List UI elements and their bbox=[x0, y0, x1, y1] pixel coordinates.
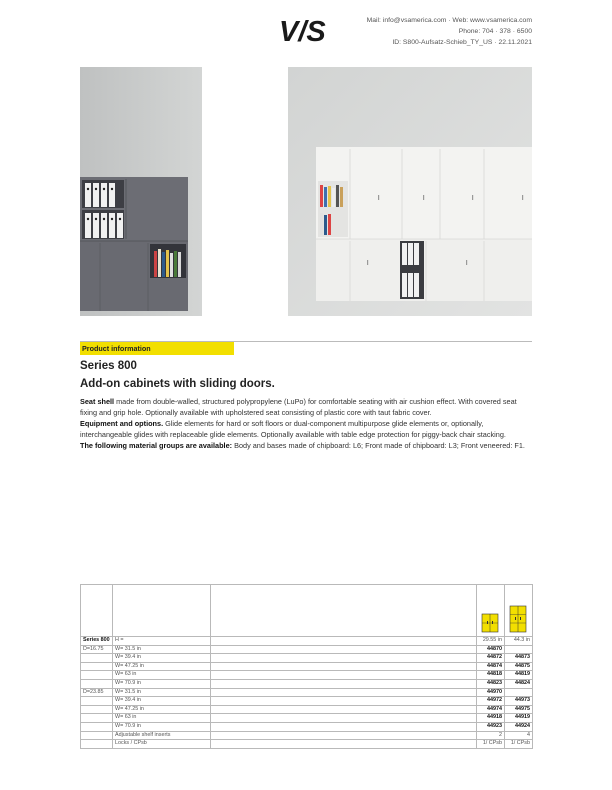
document-id: ID: S800-Aufsatz-Schieb_TY_US · 22.11.2021 bbox=[392, 39, 532, 47]
height-value: 29.55 in bbox=[477, 637, 505, 646]
width-cell: W= 31.5 in bbox=[113, 688, 211, 697]
grey-cabinet-illustration bbox=[80, 177, 188, 311]
article-number: 44870 bbox=[477, 645, 505, 654]
width-cell: W= 70.9 in bbox=[113, 679, 211, 688]
product-subtitle: Add-on cabinets with sliding doors. bbox=[80, 378, 275, 390]
extra-label: Locks / CPsb bbox=[113, 740, 211, 749]
table-row bbox=[81, 714, 533, 723]
contact-block bbox=[367, 15, 532, 49]
contact-mail: Mail: info@vsamerica.com · Web: www.vsamerica.com bbox=[366, 17, 532, 24]
table-row bbox=[81, 662, 533, 671]
article-number: 44919 bbox=[505, 714, 533, 723]
vs-logo bbox=[279, 14, 331, 46]
article-number: 44973 bbox=[505, 697, 533, 706]
article-number: 44873 bbox=[505, 654, 533, 663]
extra-label: Adjustable shelf inserts bbox=[113, 731, 211, 740]
article-number: 44970 bbox=[477, 688, 505, 697]
table-row bbox=[81, 654, 533, 663]
series-cell: Series 800 bbox=[81, 637, 113, 646]
article-number bbox=[505, 688, 533, 697]
paragraph-materials: The following material groups are available: Body and bases made of chipboard: L6; Front made of chipboard: L3; Front veneered: F1. bbox=[80, 441, 525, 451]
product-table bbox=[80, 584, 532, 749]
contact-phone: Phone: 704 · 378 · 6500 bbox=[458, 28, 532, 36]
product-photo bbox=[80, 67, 532, 316]
extra-value: 2 bbox=[477, 731, 505, 740]
article-number: 44875 bbox=[505, 662, 533, 671]
article-number: 44974 bbox=[477, 705, 505, 714]
svg-text:V/S: V/S bbox=[279, 16, 326, 46]
article-number: 44923 bbox=[477, 722, 505, 731]
table-row bbox=[81, 722, 533, 731]
article-number bbox=[505, 645, 533, 654]
table-header-row bbox=[81, 585, 533, 637]
width-cell: W= 31.5 in bbox=[113, 645, 211, 654]
article-number: 44975 bbox=[505, 705, 533, 714]
table-row bbox=[81, 637, 533, 646]
width-cell: W= 39.4 in bbox=[113, 697, 211, 706]
article-number: 44972 bbox=[477, 697, 505, 706]
width-cell: W= 63 in bbox=[113, 671, 211, 680]
width-cell: W= 39.4 in bbox=[113, 654, 211, 663]
table-row bbox=[81, 697, 533, 706]
table-row bbox=[81, 671, 533, 680]
extra-value: 1/ CPsb bbox=[505, 740, 533, 749]
table-row bbox=[81, 688, 533, 697]
extra-value: 4 bbox=[505, 731, 533, 740]
table-row bbox=[81, 740, 533, 749]
table-row bbox=[81, 705, 533, 714]
height-value: 44.3 in bbox=[505, 637, 533, 646]
article-number: 44819 bbox=[505, 671, 533, 680]
article-number: 44824 bbox=[505, 679, 533, 688]
width-cell: W= 70.9 in bbox=[113, 722, 211, 731]
paragraph-equipment: Equipment and options. Glide elements for hard or soft floors or dual-component multipurpose glide elements or, optionally, interchangeable glides with replaceable glide elements. Optionally available with table edge protection for piggy-back chair stacking. bbox=[80, 419, 506, 440]
article-number: 44872 bbox=[477, 654, 505, 663]
article-number: 44918 bbox=[477, 714, 505, 723]
width-cell: W= 47.25 in bbox=[113, 662, 211, 671]
article-number: 44874 bbox=[477, 662, 505, 671]
width-cell: W= 63 in bbox=[113, 714, 211, 723]
article-number: 44924 bbox=[505, 722, 533, 731]
cabinet-thumb-small bbox=[477, 585, 505, 637]
paragraph-seat-shell: Seat shell made from double-walled, structured polypropylene (LuPo) for comfortable seating with air cushion effect. With covered seat fixing and grip hole. Optionally available with upholstered seat consisting of plastic core with taut fabric cover. bbox=[80, 397, 517, 418]
cabinet-thumb-tall bbox=[505, 585, 533, 637]
height-label: H = bbox=[113, 637, 211, 646]
product-info-text: Product information bbox=[82, 344, 151, 353]
table-row bbox=[81, 679, 533, 688]
description-text bbox=[80, 396, 532, 451]
product-info-label bbox=[80, 342, 234, 355]
extra-value: 1/ CPsb bbox=[477, 740, 505, 749]
width-cell: W= 47.25 in bbox=[113, 705, 211, 714]
article-number: 44823 bbox=[477, 679, 505, 688]
table-row bbox=[81, 731, 533, 740]
table-row bbox=[81, 645, 533, 654]
article-number: 44818 bbox=[477, 671, 505, 680]
white-cabinet-illustration bbox=[316, 147, 532, 301]
depth-cell: D=16.75 bbox=[81, 645, 113, 654]
depth-cell: D=23.85 bbox=[81, 688, 113, 697]
series-title: Series 800 bbox=[80, 360, 137, 372]
